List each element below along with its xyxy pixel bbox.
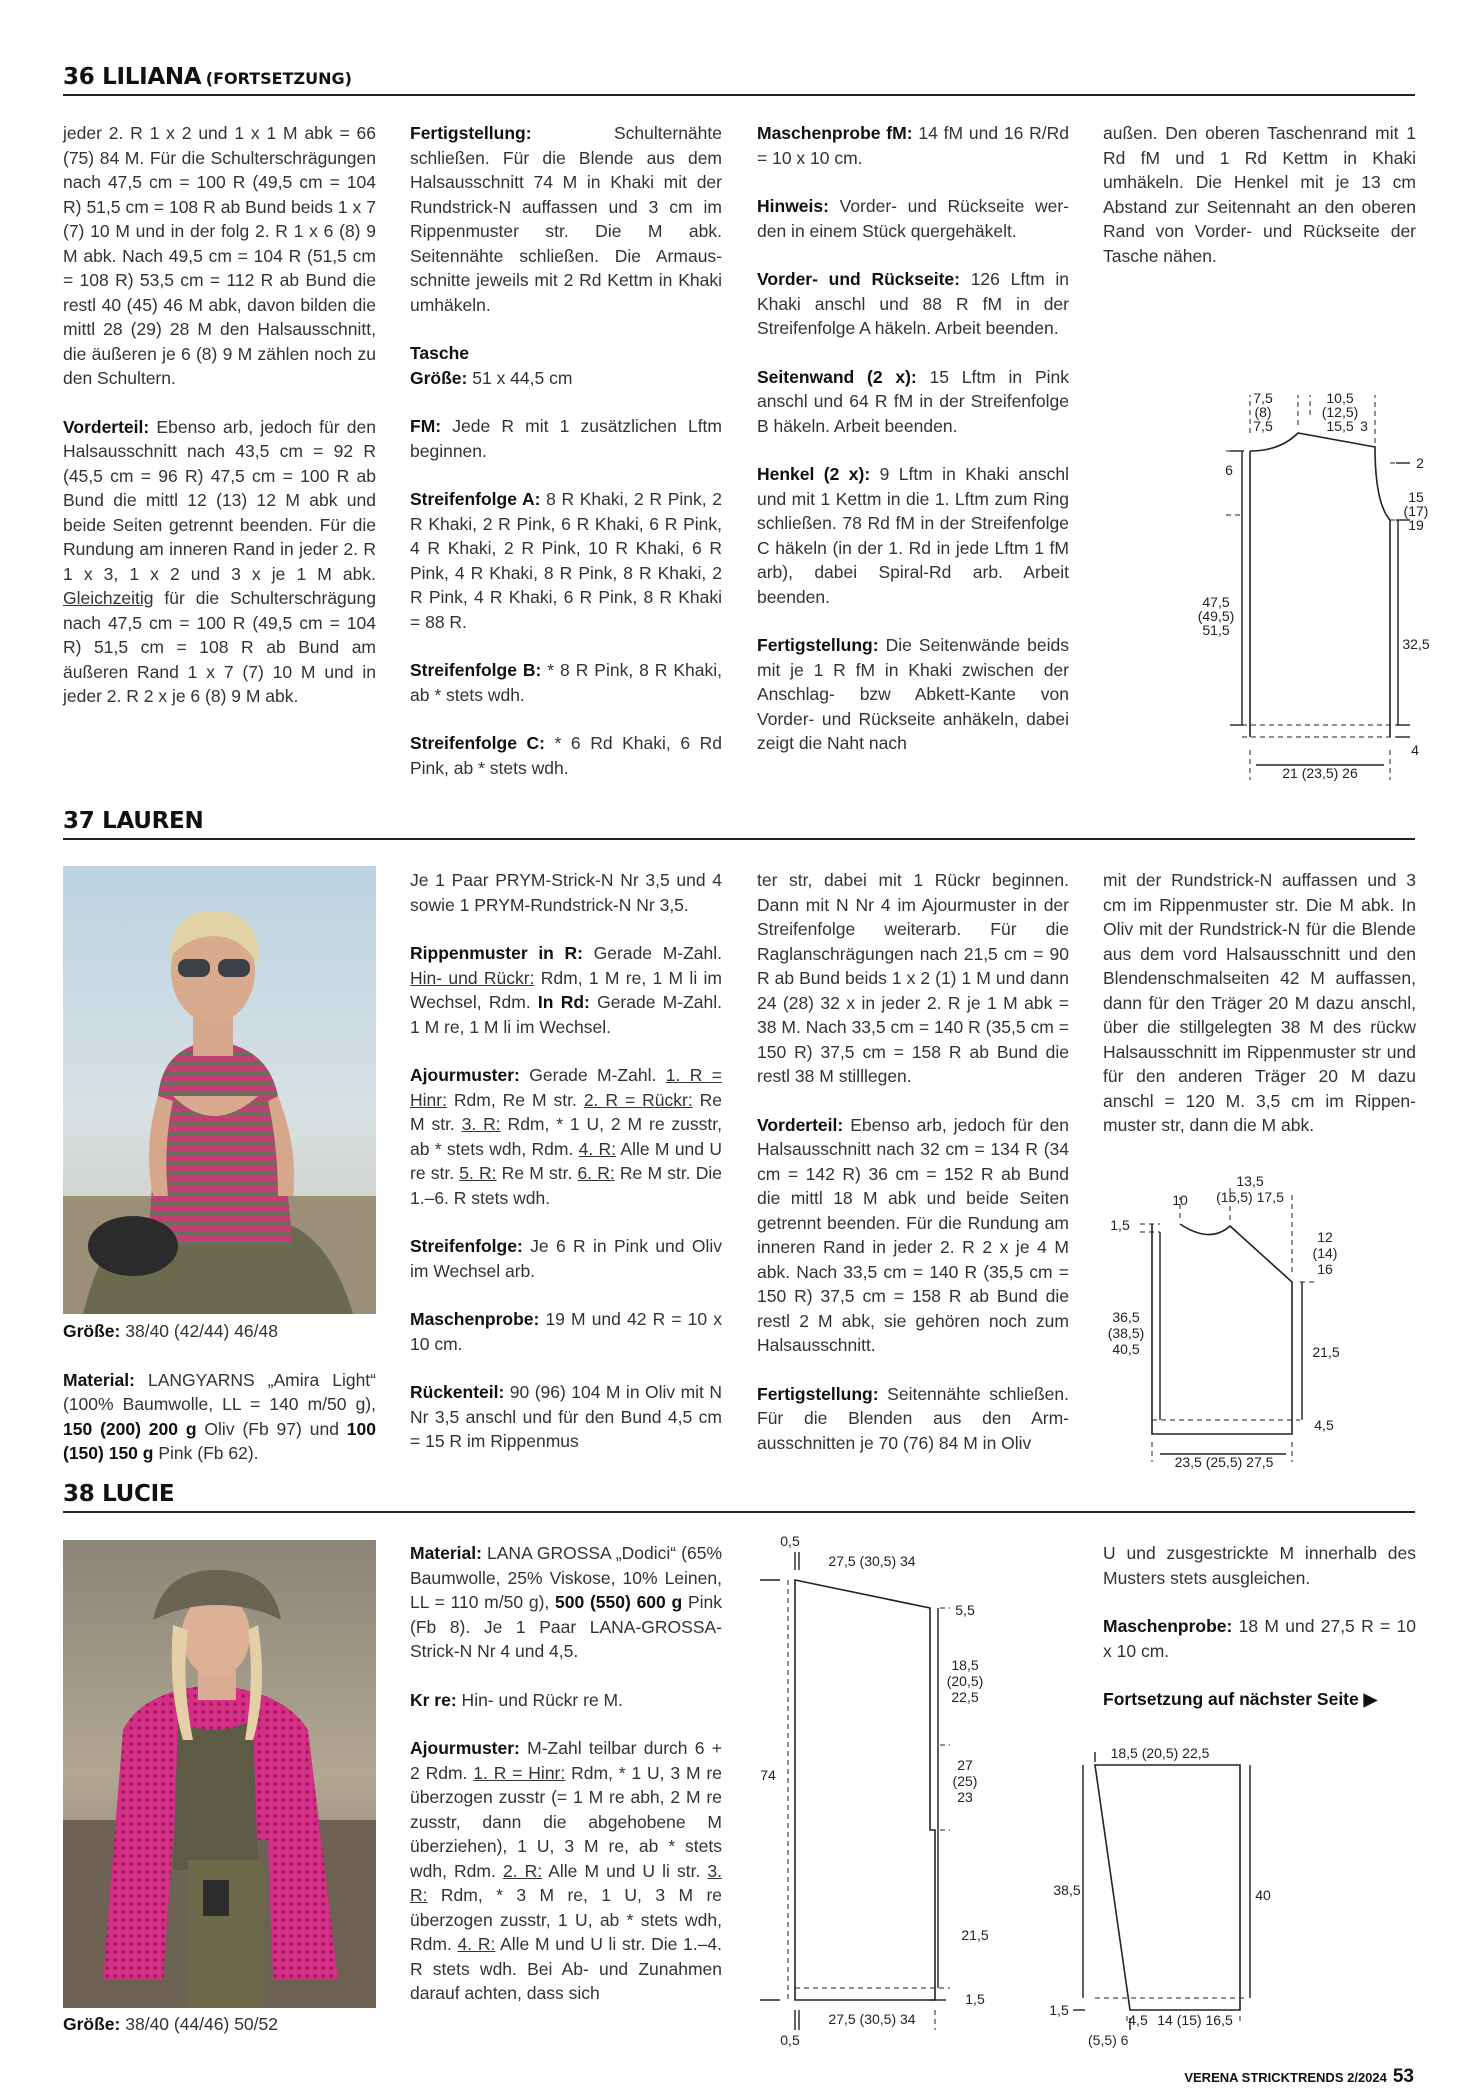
magazine-name: VERENA STRICKTRENDS 2/2024 bbox=[1184, 2070, 1387, 2085]
continue-link[interactable]: Fortsetzung auf nächster Seite ▶ bbox=[1103, 1689, 1378, 1709]
dim-label: 10 bbox=[1172, 1192, 1188, 1208]
dim-label: 12 bbox=[1317, 1229, 1333, 1245]
s36-column-2 bbox=[410, 121, 722, 804]
paragraph: Fertigstellung: Seitennähte schließen. Für die Blenden aus den Armausschnitten je 70 (76) 84 M in Oliv bbox=[757, 1383, 1069, 1453]
paragraph: FM: Jede R mit 1 zusätzlichen Lftm beginnen. bbox=[410, 416, 722, 461]
paragraph: Ajourmuster: Gerade M-Zahl. 1. R = Hinr: Rdm, Re M str. 2. R = Rückr: Re M str. 3. R: Rdm, * 1 U, 2 M re zusstr, ab * stets wdh, Rdm. 4. R: Alle M und U re str. 5. R: Re M str. 6. R: Re M str. Die 1.–6. R stets wdh. bbox=[410, 1065, 723, 1208]
dim-label: (5,5) 6 bbox=[1088, 2032, 1129, 2048]
paragraph: Rippenmuster in R: Gerade M-Zahl. Hin- und Rückr: Rdm, 1 M re, 1 M li im Wechsel, Rdm. In Rd: Gerade M-Zahl. 1 M re, 1 M li im Wechsel. bbox=[410, 943, 722, 1037]
paragraph: mit der Rundstrick-N auffassen und 3 cm im Rippenmuster str. Die M abk. In Oliv mit der Rundstrick-N für die Blende aus dem vord Halsausschnitt und den Blendenschmalseiten 42 M auffassen, dann für den Träger 20 M dazu anschl, über die stillgelegten 38 M des rückw Halsausschnitt im Rippenmuster str und für den anderen Träger 20 M dazu anschl = 120 M. 3,5 cm im Rippenmuster str, dann die M abk. bbox=[1103, 870, 1416, 1135]
s37-column-4 bbox=[1103, 868, 1416, 1162]
section-subtitle: (FORTSETZUNG) bbox=[205, 69, 352, 88]
model-photo-lucie bbox=[63, 1540, 376, 2008]
dim-label: 4 bbox=[1411, 742, 1419, 758]
dim-label: 1,5 bbox=[1049, 2002, 1069, 2018]
dim-label: 47,5 bbox=[1202, 594, 1230, 610]
dim-label: 6 bbox=[1225, 462, 1233, 478]
paragraph: Tasche Größe: 51 x 44,5 cm bbox=[410, 343, 573, 388]
dim-label: 4,5 bbox=[1314, 1417, 1334, 1433]
paragraph: Vorderteil: Ebenso arb, jedoch für den Halsausschnitt nach 32 cm = 134 R (34 cm = 142 R) 36 cm = 152 R ab Bund die mittl 18 M abk und beide Seiten getrennt beenden. Für die Rundung am inneren Rand in jeder 2. R 2 x je 4 M abk. Nach 33,5 cm = 140 R (35,5 cm = 150 R) 37,5 cm = 158 R ab Bund die restl 2 M abk, sie gehören noch zum Halsausschnitt. bbox=[757, 1114, 1069, 1355]
dim-label: 7,5 bbox=[1253, 390, 1273, 406]
dim-label: (12,5) bbox=[1321, 404, 1359, 420]
paragraph: Rückenteil: 90 (96) 104 M in Oliv mit N Nr 3,5 anschl und für den Bund 4,5 cm = 15 R im Rippenmus bbox=[410, 1382, 722, 1451]
section-title: 37 LAUREN bbox=[63, 808, 204, 834]
dim-label: 19 bbox=[1408, 517, 1424, 533]
dim-label: 18,5 (20,5) 22,5 bbox=[1110, 1745, 1210, 1761]
paragraph: Material: LANA GROSSA „Dodici“ (65% Baumwolle, 25% Viskose, 10% Leinen, LL = 110 m/50 g), 500 (550) 600 g Pink (Fb 8). Je 1 Paar LANA-GROSSA-Strick-N Nr 4 und 4,5. bbox=[410, 1543, 722, 1661]
s37-schematic-diagram bbox=[1100, 1172, 1400, 1472]
paragraph: Streifenfolge B: * 8 R Pink, 8 R Khaki, ab * stets wdh. bbox=[410, 660, 722, 705]
dim-label: 10,5 bbox=[1326, 390, 1354, 406]
s38-schematic-body bbox=[750, 1530, 1020, 2050]
dim-label: 14 (15) 16,5 bbox=[1157, 2012, 1233, 2028]
dim-label: 21,5 bbox=[1312, 1344, 1340, 1360]
dim-label: 74 bbox=[760, 1767, 776, 1783]
paragraph: Vorder- und Rückseite: 126 Lftm in Khaki anschl und 88 R fM in der Streifenfolge A häkeln. Arbeit beenden. bbox=[757, 269, 1069, 338]
paragraph: Maschenprobe fM: 14 fM und 16 R/Rd = 10 x 10 cm. bbox=[757, 123, 1069, 168]
dim-label: (15,5) 17,5 bbox=[1216, 1189, 1284, 1205]
dim-label: 7,5 bbox=[1253, 418, 1273, 434]
paragraph: Je 1 Paar PRYM-Strick-N Nr 3,5 und 4 sowie 1 PRYM-Rundstrick-N Nr 3,5. bbox=[410, 870, 722, 915]
s36-schematic-diagram bbox=[1180, 385, 1430, 785]
paragraph: Fertigstellung: Die Seitenwände beids mit je 1 R fM in Khaki zwischen der Anschlag- bzw Abkett-Kante von Vorder- und Rückseite anhäkeln, dabei zeigt die Naht nach bbox=[757, 635, 1069, 753]
paragraph: Ajourmuster: M-Zahl teilbar durch 6 + 2 Rdm. 1. R = Hinr: Rdm, * 1 U, 3 M re überzogen zusstr (= 1 M re abh, 2 M re zusstr, dann die abgehobene M überziehen), 1 U, 3 M re, ab * stets wdh, Rdm. 2. R: Alle M und U li str. 3. R: Rdm, * 3 M re, 1 U, 3 M re überzogen zusstr, 1 U, ab * stets wdh, Rdm. 4. R: Alle M und U li str. Die 1.–4. R stets wdh. Bei Ab- und Zunahmen darauf achten, dass sich bbox=[410, 1738, 722, 2003]
dim-label: 23,5 (25,5) 27,5 bbox=[1174, 1454, 1274, 1470]
dim-label: 21,5 bbox=[961, 1927, 989, 1943]
dim-label: 15 bbox=[1408, 489, 1424, 505]
paragraph: Material: LANGYARNS „Amira Light“ (100% Baumwolle, LL = 140 m/50 g), 150 (200) 200 g Oliv (Fb 97) und 100 (150) 150 g Pink (Fb 62). bbox=[63, 1369, 376, 1463]
dim-label: 32,5 bbox=[1402, 636, 1430, 652]
dim-label: (8) bbox=[1254, 404, 1272, 420]
s38-schematic-sleeve bbox=[1045, 1740, 1275, 2030]
dim-label: (14) bbox=[1312, 1245, 1338, 1261]
paragraph: Maschenprobe: 19 M und 42 R = 10 x 10 cm. bbox=[410, 1309, 722, 1354]
dim-label: 27,5 (30,5) 34 bbox=[828, 2011, 916, 2027]
dim-label: 2 bbox=[1416, 455, 1424, 471]
s38-column-4 bbox=[1103, 1541, 1416, 1736]
page-footer bbox=[1184, 2066, 1414, 2088]
paragraph: Streifenfolge A: 8 R Khaki, 2 R Pink, 2 R Khaki, 2 R Pink, 6 R Khaki, 6 R Pink, 4 R Khaki, 2 R Pink, 10 R Khaki, 6 R Pink, 4 R Khaki, 8 R Pink, 8 R Khaki, 2 R Pink, 4 R Khaki, 6 R Pink, 8 R Khaki = 88 R. bbox=[410, 489, 722, 632]
dim-label: (38,5) bbox=[1107, 1325, 1145, 1341]
dim-label: 1,5 bbox=[965, 1991, 985, 2007]
dim-label: 15,5 bbox=[1326, 418, 1354, 434]
dim-label: 27 bbox=[957, 1757, 973, 1773]
dim-label: 40 bbox=[1255, 1887, 1271, 1903]
dim-label: (25) bbox=[952, 1773, 978, 1789]
s37-column-3 bbox=[757, 868, 1069, 1479]
paragraph: Vorderteil: Ebenso arb, jedoch für den Halsausschnitt nach 43,5 cm = 92 R (45,5 cm = 96 R) 47,5 cm = 100 R ab Bund die mittl 12 (13) 12 M abk und beide Seiten getrennt beenden. Für die Rundung am inneren Rand in jeder 2. R 1 x 3, 1 x 2 und 3 x je 1 M abk. Gleichzeitig für die Schulterschrägung nach 47,5 cm = 100 R (49,5 cm = 104 R) 51,5 cm = 108 R ab Bund am äußeren Rand 1 x 7 (7) 10 M und in jeder 2. R 2 x je 6 (8) 9 M abk. bbox=[63, 416, 376, 706]
dim-label: (17) bbox=[1403, 503, 1429, 519]
s36-column-3 bbox=[757, 121, 1069, 780]
dim-label: 1,5 bbox=[1110, 1217, 1130, 1233]
page-number: 53 bbox=[1392, 2066, 1414, 2087]
s37-column-2 bbox=[410, 868, 722, 1478]
dim-label: 13,5 bbox=[1236, 1173, 1264, 1189]
dim-label: (20,5) bbox=[946, 1673, 984, 1689]
dim-label: 5,5 bbox=[955, 1602, 975, 1618]
paragraph: Henkel (2 x): 9 Lftm in Khaki anschl und mit 1 Kettm in die 1. Lftm zum Ring schließen. 78 Rd fM in der Streifenfolge C häkeln (in der 1. Rd in jede Lftm 1 fM arb), dabei Spiral-Rd arb. Arbeit beenden. bbox=[757, 464, 1069, 607]
paragraph: außen. Den oberen Taschenrand mit 1 Rd fM und 1 Rd Kettm in Khaki umhäkeln. Die Henkel mit je 13 cm Abstand zur Seitennaht an den oberen Rand von Vorder- und Rückseite der Tasche nähen. bbox=[1103, 123, 1416, 266]
dim-label: 40,5 bbox=[1112, 1341, 1140, 1357]
section-header-38 bbox=[63, 1481, 1415, 1513]
dim-label: 36,5 bbox=[1112, 1309, 1140, 1325]
dim-label: 23 bbox=[957, 1789, 973, 1805]
dim-label: 3 bbox=[1360, 418, 1368, 434]
paragraph: Größe: 38/40 (42/44) 46/48 bbox=[63, 1321, 278, 1341]
s38-column-1 bbox=[63, 2012, 376, 2061]
dim-label: 27,5 (30,5) 34 bbox=[828, 1553, 916, 1569]
dim-label: 16 bbox=[1317, 1261, 1333, 1277]
dim-label: 0,5 bbox=[780, 2032, 800, 2048]
paragraph: Maschenprobe: 18 M und 27,5 R = 10 x 10 cm. bbox=[1103, 1616, 1416, 1661]
section-title: 36 LILIANA bbox=[63, 64, 202, 90]
paragraph: Größe: 38/40 (44/46) 50/52 bbox=[63, 2014, 278, 2034]
paragraph: jeder 2. R 1 x 2 und 1 x 1 M abk = 66 (75) 84 M. Für die Schulterschrägungen nach 47,5 cm = 100 R (49,5 cm = 104 R) 51,5 cm = 108 R ab Bund beids 1 x 7 (7) 10 M und in der folg 2. R 1 x 6 (8) 9 M abk. Nach 49,5 cm = 104 R (51,5 cm = 108 R) 53,5 cm = 112 R ab Bund die restl 40 (45) 46 M abk, davon bilden die mittl 28 (29) 28 M den Halsausschnitt, die äußeren je 6 (8) 9 M zählen noch zu den Schultern. bbox=[63, 123, 376, 388]
paragraph: Streifenfolge C: * 6 Rd Khaki, 6 Rd Pink, ab * stets wdh. bbox=[410, 733, 722, 778]
dim-label: 4,5 bbox=[1128, 2012, 1148, 2028]
dim-label: 22,5 bbox=[951, 1689, 979, 1705]
s38-column-2 bbox=[410, 1541, 722, 2030]
dim-label: 18,5 bbox=[951, 1657, 979, 1673]
dim-label: 0,5 bbox=[780, 1533, 800, 1549]
paragraph: ter str, dabei mit 1 Rückr beginnen. Dann mit N Nr 4 im Ajourmuster in der Streifenfolge weiterarb. Für die Raglanschrägungen nach 21,5 cm = 90 R ab Bund beids 1 x 2 (1) 1 M und dann 24 (28) 32 x in jeder 2. R je 1 M abk = 38 M. Nach 33,5 cm = 140 R (35,5 cm = 150 R) 37,5 cm = 158 R ab Bund die restl 38 M stilllegen. bbox=[757, 870, 1069, 1086]
paragraph: U und zusgestrickte M innerhalb des Musters stets ausgleichen. bbox=[1103, 1543, 1416, 1588]
section-header-37 bbox=[63, 808, 1415, 840]
dim-label: (49,5) bbox=[1197, 608, 1235, 624]
section-header-36 bbox=[63, 64, 1415, 96]
paragraph: Kr re: Hin- und Rückr re M. bbox=[410, 1689, 623, 1710]
s36-column-1 bbox=[63, 121, 376, 733]
paragraph: Fertigstellung: Schulternähte schließen. Für die Blende aus dem Halsausschnitt 74 M in Khaki mit der Rundstrick-N auffassen und 3 cm im Rippenmuster str. Die M abk. Seitennähte schließen. Die Armausschnitte jeweils mit 2 Rd Kettm in Khaki umhäkeln. bbox=[410, 123, 722, 315]
dim-label: 21 (23,5) 26 bbox=[1282, 765, 1358, 781]
paragraph: Streifenfolge: Je 6 R in Pink und Oliv im Wechsel arb. bbox=[410, 1236, 722, 1281]
model-photo-lauren bbox=[63, 866, 376, 1314]
s37-column-1 bbox=[63, 1319, 376, 1490]
paragraph: Seitenwand (2 x): 15 Lftm in Pink anschl und 64 R fM in der Streifenfolge B häkeln. Arbeit beenden. bbox=[757, 366, 1069, 436]
paragraph: Hinweis: Vorder- und Rückseite werden in einem Stück quergehäkelt. bbox=[757, 196, 1069, 241]
dim-label: 51,5 bbox=[1202, 622, 1230, 638]
section-title: 38 LUCIE bbox=[63, 1481, 175, 1507]
dim-label: 38,5 bbox=[1053, 1882, 1081, 1898]
s36-column-4 bbox=[1103, 121, 1416, 292]
